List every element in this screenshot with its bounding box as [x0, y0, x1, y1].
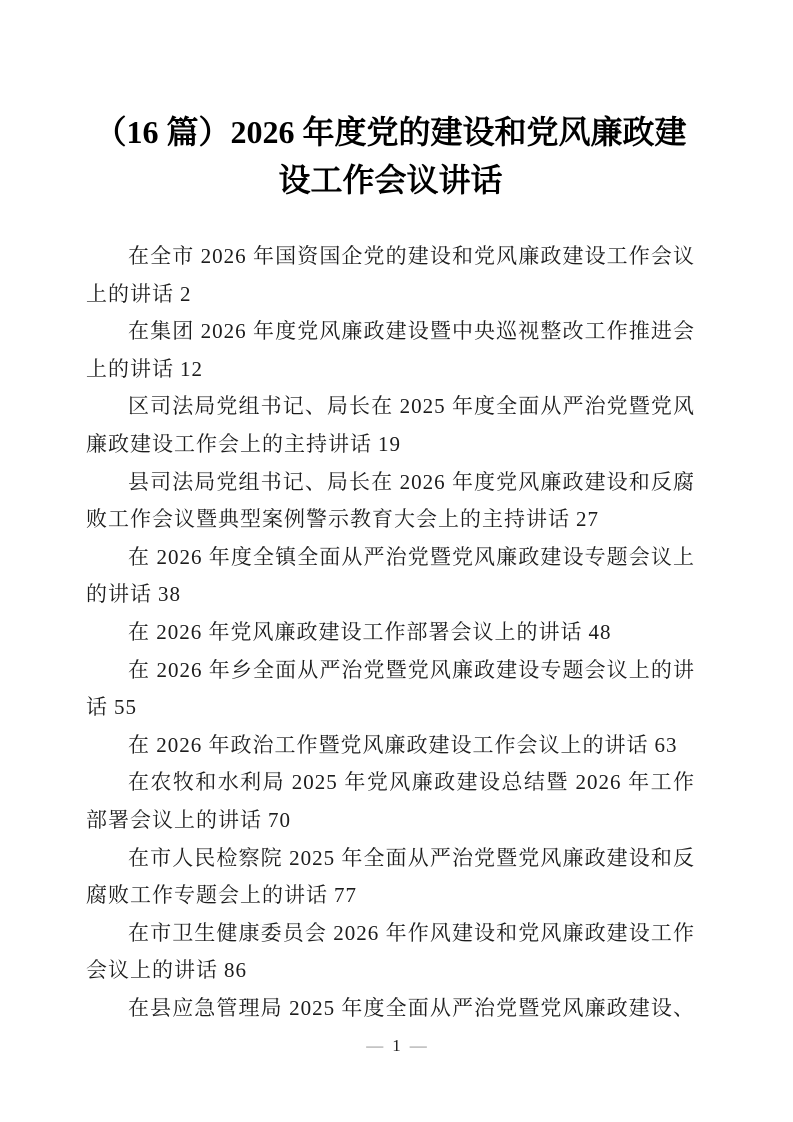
toc-entry-text: 在 2026 年度全镇全面从严治党暨党风廉政建设专题会议上的讲话: [86, 544, 695, 607]
toc-entry-page: 48: [588, 619, 612, 644]
toc-entry-page: 38: [158, 582, 181, 607]
toc-entry-text: 在县应急管理局 2025 年度全面从严治党暨党风廉政建设、: [128, 995, 695, 1020]
toc-entry: [86, 539, 695, 614]
toc-entry-text: 在集团 2026 年度党风廉政建设暨中央巡视整改工作推进会上的讲话: [86, 319, 695, 381]
toc-entry-page: 12: [180, 356, 203, 381]
document-title: （16 篇）2026 年度党的建设和党风廉政建设工作会议讲话: [94, 114, 687, 198]
toc-entry-text: 在 2026 年党风廉政建设工作部署会议上的讲话: [128, 619, 583, 644]
toc-entry: [86, 840, 695, 915]
toc-entry-page: 77: [334, 883, 357, 908]
toc-entry-text: 区司法局党组书记、局长在 2025 年度全面从严治党暨党风廉政建设工作会上的主持讲话: [86, 394, 695, 456]
toc-entry-text: 在市人民检察院 2025 年全面从严治党暨党风廉政建设和反腐败工作专题会上的讲话: [86, 845, 695, 908]
table-of-contents: [86, 238, 695, 1027]
toc-entry-text: 在农牧和水利局 2025 年党风廉政建设总结暨 2026 年工作部署会议上的讲话: [86, 770, 695, 832]
toc-entry-text: 在市卫生健康委员会 2026 年作风建设和党风廉政建设工作会议上的讲话: [86, 920, 695, 983]
toc-entry: [86, 727, 695, 765]
toc-entry-truncated: [86, 990, 695, 1028]
toc-entry-page: 19: [378, 431, 401, 456]
toc-entry: [86, 388, 695, 463]
toc-entry: [86, 652, 695, 727]
toc-entry-page: 27: [576, 507, 599, 532]
toc-entry-page: 86: [224, 958, 247, 983]
toc-entry-text: 在 2026 年乡全面从严治党暨党风廉政建设专题会议上的讲话: [86, 657, 695, 720]
toc-entry-text: 在 2026 年政治工作暨党风廉政建设工作会议上的讲话: [128, 732, 649, 757]
toc-entry: [86, 238, 695, 313]
toc-entry: [86, 313, 695, 388]
page-number: 1: [392, 1036, 401, 1055]
toc-entry-page: 70: [268, 807, 291, 832]
toc-entry-text: 县司法局党组书记、局长在 2026 年度党风廉政建设和反腐败工作会议暨典型案例警示教育大会上的主持讲话: [86, 469, 695, 532]
toc-entry: [86, 764, 695, 839]
toc-entry: [86, 464, 695, 539]
page-number-footer: [0, 1036, 793, 1056]
toc-entry-page: 2: [180, 281, 192, 306]
toc-entry-text: 在全市 2026 年国资国企党的建设和党风廉政建设工作会议上的讲话: [86, 244, 695, 306]
toc-entry: [86, 614, 695, 652]
footer-dash-right: —: [409, 1036, 427, 1055]
toc-entry: [86, 915, 695, 990]
footer-dash-left: —: [366, 1036, 384, 1055]
toc-entry-page: 63: [654, 732, 678, 757]
toc-entry-page: 55: [114, 695, 137, 720]
